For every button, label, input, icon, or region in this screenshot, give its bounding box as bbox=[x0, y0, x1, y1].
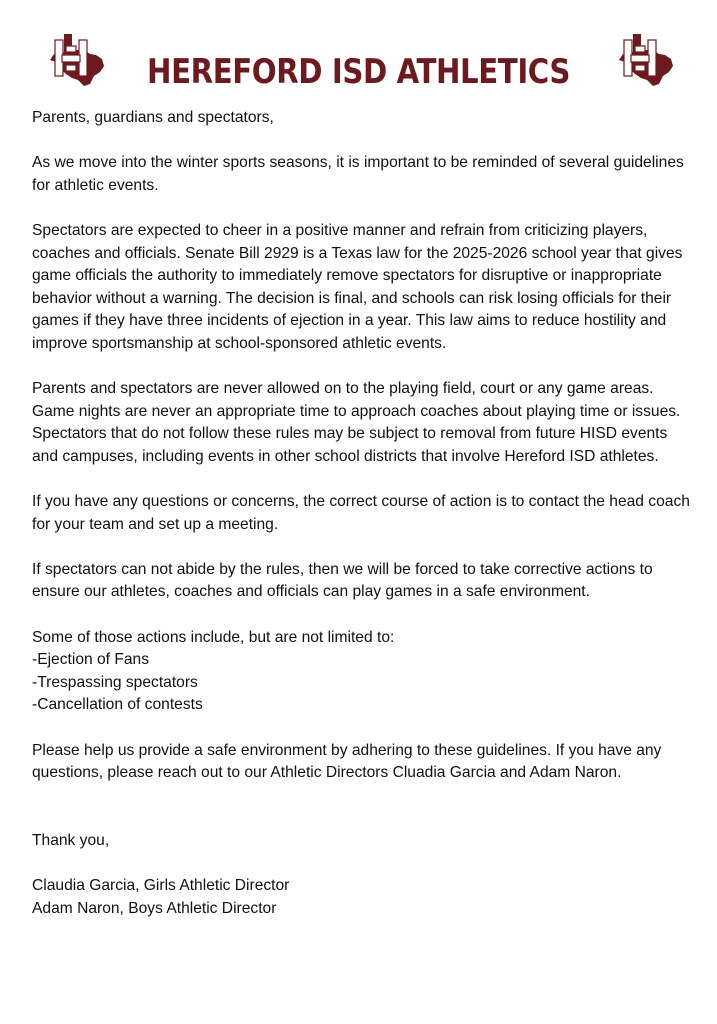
signoff: Thank you, bbox=[32, 831, 110, 849]
actions-intro: Some of those actions include, but are not limited to: bbox=[32, 628, 395, 646]
letterhead bbox=[0, 0, 717, 100]
signature-boys-director: Adam Naron, Boys Athletic Director bbox=[32, 899, 277, 917]
page-title: HEREFORD ISD ATHLETICS bbox=[147, 52, 570, 92]
paragraph-closing: Please help us provide a safe environment by adhering to these guidelines. If you have any questions, please reach out to our Athletic Directors Cluadia Garcia and Adam Naron. bbox=[32, 741, 662, 782]
paragraph-contact-coach: If you have any questions or concerns, the correct course of action is to contact the head coach for your team and set up a meeting. bbox=[32, 493, 690, 533]
actions-list bbox=[32, 649, 694, 717]
signature-block bbox=[32, 875, 694, 920]
paragraph-corrective-actions: If spectators can not abide by the rules, then we will be forced to take corrective actions to ensure our athletes, coaches and officials can play games in a safe environment. bbox=[32, 560, 653, 601]
paragraph-senate-bill: Spectators are expected to cheer in a positive manner and refrain from criticizing players, coaches and officials. Senate Bill 2929 is a Texas law for the 2025-2026 school year that gives game officials the authority to immediately remove spectators for disruptive or inappropriate behavior without a warning. The decision is final, and schools can risk losing officials for their games if they have three incidents of ejection in a year. This law aims to reduce hostility and improve sportsmanship at school-sponsored athletic events. bbox=[32, 221, 683, 352]
greeting: Parents, guardians and spectators, bbox=[32, 109, 274, 126]
paragraph-field-rules: Parents and spectators are never allowed on to the playing field, court or any game areas. Game nights are never an appropriate time to approach coaches about playing time or issues. Spectators that do not follow these rules may be subject to removal from future HISD events and campuses, including events in other school districts that involve Hereford ISD athletes. bbox=[32, 380, 681, 465]
paragraph-intro: As we move into the winter sports seasons, it is important to be reminded of several guidelines for athletic events. bbox=[32, 154, 684, 194]
list-item: -Cancellation of contests bbox=[32, 696, 203, 714]
list-item: -Ejection of Fans bbox=[32, 651, 150, 669]
actions-section bbox=[32, 627, 694, 717]
hereford-h-texas-logo-icon bbox=[615, 28, 679, 92]
list-item: -Trespassing spectators bbox=[32, 673, 198, 691]
letter-body bbox=[32, 107, 694, 943]
signature-girls-director: Claudia Garcia, Girls Athletic Director bbox=[32, 877, 290, 894]
